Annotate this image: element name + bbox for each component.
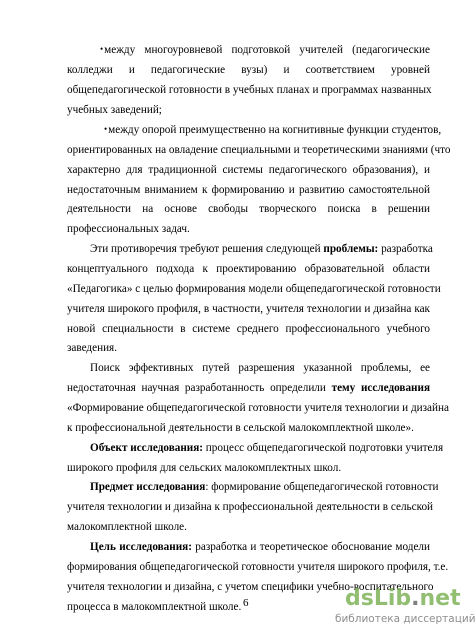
- watermark-logo: dsLib.net: [345, 586, 461, 611]
- text-run: между опорой преимущественно на когнитивные функции студентов,: [108, 124, 442, 136]
- text-run: процесс общепедагогической подготовки учителя: [203, 442, 444, 454]
- text-run: «Формирование общепедагогической готовности учителя технологии и дизайна: [67, 402, 449, 414]
- text-line: [67, 422, 414, 435]
- bold-term: Предмет исследования: [90, 481, 206, 493]
- text-run: деятельности на основе свободы творческого поиска в решении: [67, 203, 430, 215]
- text-run: широкого профиля для сельских малокомплектных школ.: [67, 462, 342, 474]
- text-run: учебных заведений;: [67, 104, 162, 116]
- text-run: процесса в малокомплектной школе.: [67, 601, 242, 613]
- text-run: колледжи и педагогические вузы) и соответствием уровней: [67, 64, 430, 76]
- text-line: [67, 521, 187, 534]
- text-run: учителя широкого профиля, в частности, учителя технологии и дизайна как: [67, 303, 430, 315]
- text-line: [67, 164, 430, 177]
- page-number: 6: [243, 597, 249, 609]
- text-line: [67, 144, 451, 157]
- text-run: к профессиональной деятельности в сельской малокомплектной школе».: [67, 422, 414, 434]
- bold-term: тему исследования: [331, 382, 430, 394]
- text-line: [67, 501, 434, 514]
- text-line: [100, 44, 430, 57]
- text-line: [67, 223, 190, 236]
- text-run: формирования общепедагогической готовности учителя широкого профиля, т.е.: [67, 561, 449, 573]
- text-run: общепедагогической готовности в учебных планах и программах названных: [67, 84, 432, 96]
- text-run: концептуального подхода к проектированию образовательной области: [67, 263, 430, 275]
- watermark-subtitle: библиотека диссертаций: [335, 613, 476, 625]
- text-run: учителя технологии и дизайна к профессиональной деятельности в сельской: [67, 501, 434, 513]
- text-line: [90, 481, 439, 494]
- text-run: учителя технологии и дизайна, с учетом специфики учебно-воспитательного: [67, 581, 434, 593]
- text-line: [90, 362, 430, 375]
- text-line: [67, 462, 341, 475]
- bullet-icon: •: [100, 44, 104, 54]
- bold-term: Цель исследования:: [90, 541, 192, 553]
- text-line: [67, 561, 449, 574]
- text-run: разработка и теоретическое обоснование модели: [191, 541, 430, 553]
- bold-term: Объект исследования:: [90, 442, 203, 454]
- text-run: между многоуровневой подготовкой учителей (педагогические: [104, 44, 430, 56]
- text-run: : формирование общепедагогической готовности: [205, 481, 439, 493]
- text-run: профессиональных задач.: [67, 223, 190, 235]
- text-run: заведения.: [67, 342, 117, 354]
- text-line: [67, 382, 430, 395]
- text-line: [67, 342, 117, 355]
- text-line: [67, 283, 441, 296]
- text-run: «Педагогика» с целью формирования модели общепедагогической готовности: [67, 283, 441, 295]
- text-run: новой специальности в системе среднего профессионального учебного: [67, 323, 430, 335]
- text-run: Поиск эффективных путей разрешения указанной проблемы, ее: [90, 362, 430, 374]
- text-line: [67, 601, 241, 614]
- text-run: характерно для традиционной системы педагогического образования), и: [67, 164, 430, 176]
- text-line: [90, 541, 430, 554]
- text-line: [67, 402, 449, 415]
- bold-term: проблемы:: [323, 243, 379, 255]
- text-run: недостаточным вниманием к формированию и развитию самостоятельной: [67, 184, 430, 196]
- text-run: Эти противоречия требуют решения следующей: [90, 243, 324, 255]
- text-line: [67, 84, 430, 97]
- text-line: [90, 442, 444, 455]
- text-run: недостаточная научная разработанность определили: [67, 382, 332, 394]
- text-run: разработка: [378, 243, 433, 255]
- dslib-watermark: [335, 586, 476, 630]
- text-line: [67, 303, 430, 316]
- bullet-icon: •: [104, 124, 108, 134]
- text-line: [67, 184, 430, 197]
- text-line: [90, 243, 433, 256]
- text-line: [67, 323, 430, 336]
- text-line: [67, 263, 430, 276]
- text-line: [67, 203, 430, 216]
- text-line: [67, 64, 430, 77]
- text-run: ориентированных на овладение специальными и теоретическими знаниями (что: [67, 144, 451, 156]
- text-line: [67, 104, 162, 117]
- text-line: [104, 124, 442, 137]
- text-run: малокомплектной школе.: [67, 521, 187, 533]
